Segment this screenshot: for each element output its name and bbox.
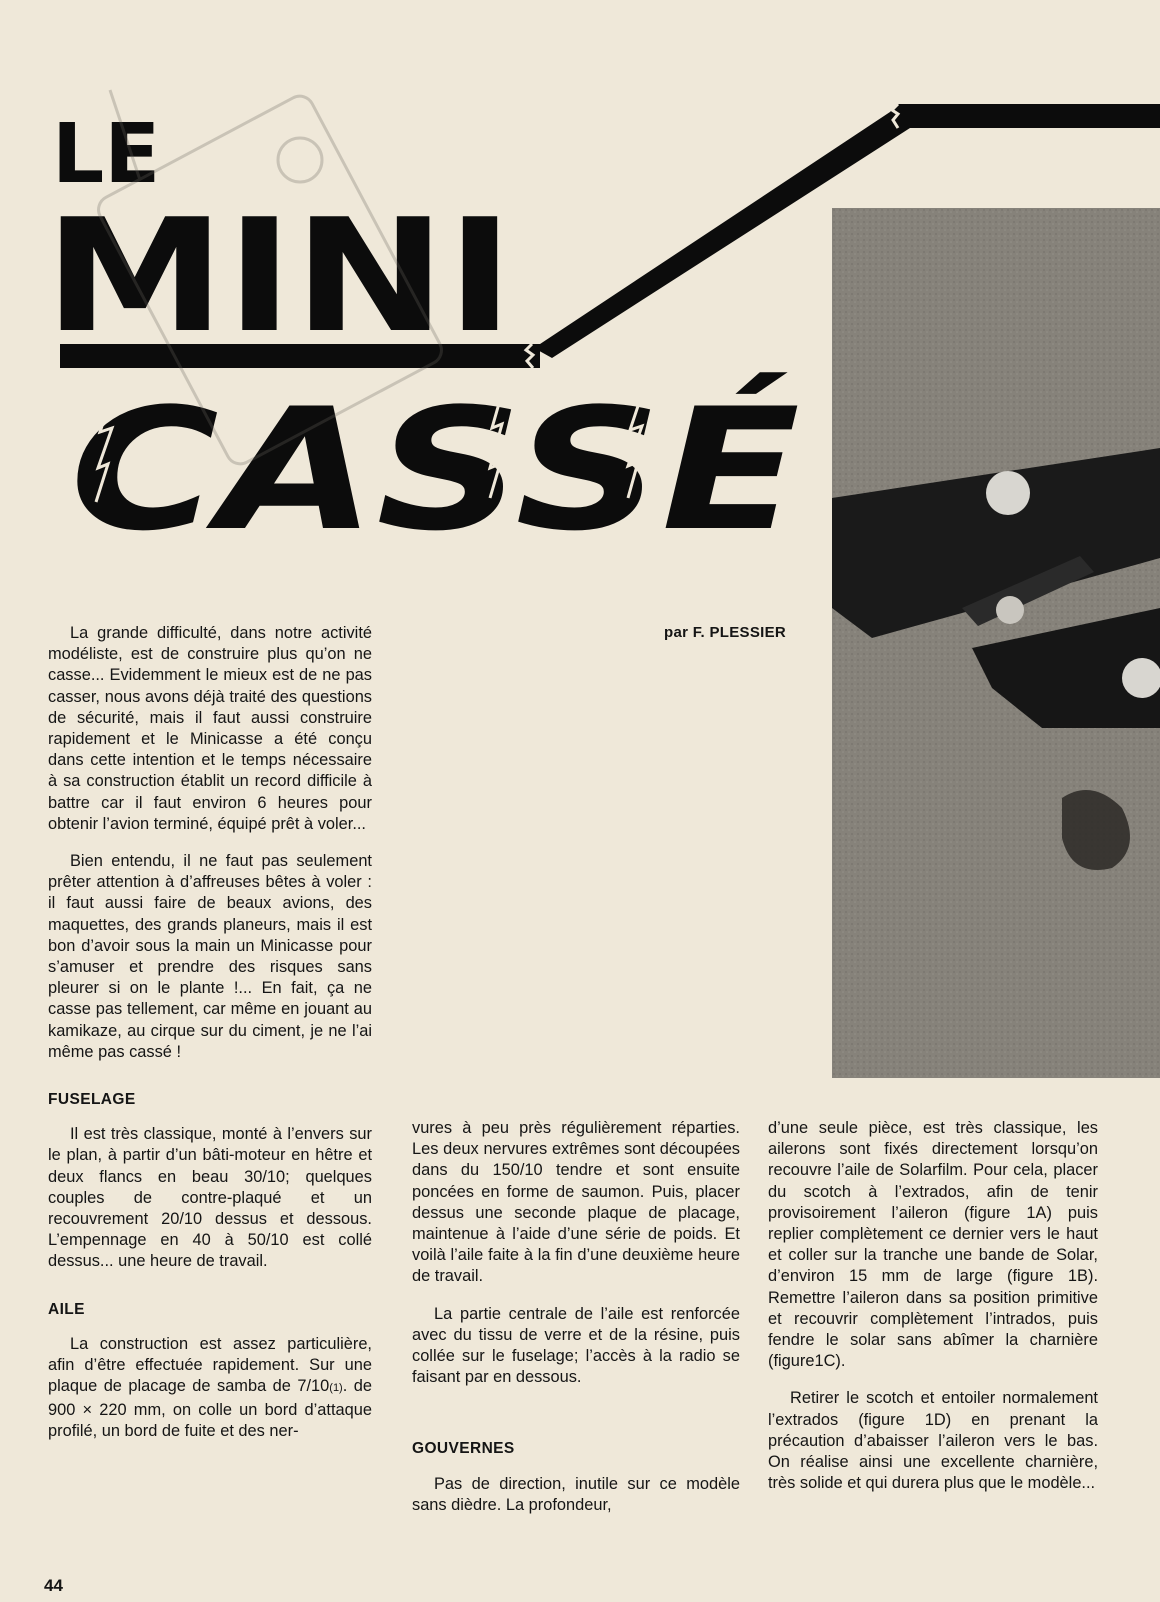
- col3-paragraph-1: d’une seule pièce, est très classique, les ailerons sont fixés directement lorsqu’on recouvre l’aile de Solarfilm. Pour cela, placer du scotch à l’extrados, afin de tenir provisoirement l’aileron (figure 1A) puis replier complètement ce dernier vers le haut et coller sur la tranche une bande de Solar, d’environ 15 mm de large (figure 1B). Remettre l’aileron dans sa position primitive et recouvrir complètement l’intrados, puis fendre le solar sans abîmer la charnière (figure1C).: [768, 1119, 1098, 1371]
- section-heading-fuselage: FUSELAGE: [48, 1091, 136, 1109]
- column-2: [412, 1118, 740, 1532]
- aircraft-photo-drawing: [832, 208, 1160, 1078]
- col2-paragraph-1: vures à peu près régulièrement réparties. Les deux nervures extrêmes sont découpées dans du 150/10 tendre et sont ensuite poncées en forme de saumon. Puis, placer dessus une seconde plaque de placage, maintenue à l’aide d’une série de poids. Et voilà l’aile faite à la fin d’une deuxième heure de travail.: [412, 1119, 740, 1286]
- section-heading-gouvernes: GOUVERNES: [412, 1440, 515, 1458]
- fuselage-paragraph: Il est très classique, monté à l’envers sur le plan, à partir d’un bâti-moteur en hêtre et deux flancs en beau 30/10; quelques couples de contre-plaqué et un recouvrement 20/10 dessus et dessous. L’empennage en 40 à 50/10 est collé dessus... une heure de travail.: [48, 1125, 372, 1271]
- footnote-ref: (1): [329, 1382, 343, 1395]
- title-line2: MINI: [44, 185, 514, 367]
- column-1: [48, 623, 372, 1458]
- title-line3: CASSÉ: [70, 372, 800, 560]
- col3-paragraph-2: Retirer le scotch et entoiler normalement l’extrados (figure 1D) en prenant la précaution d’abaisser l’aileron vers le bas. On réalise ainsi une excellente charnière, très solide et qui durera plus que le modèle...: [768, 1389, 1098, 1493]
- page-number: 44: [44, 1576, 63, 1595]
- col2-paragraph-2: La partie centrale de l’aile est renforcée avec du tissu de verre et de la résine, puis collée sur le fuselage; l’accès à la radio se faisant par en dessous.: [412, 1304, 740, 1387]
- aircraft-photo: [832, 208, 1160, 1078]
- column-3: [768, 1118, 1098, 1510]
- section-heading-aile: AILE: [48, 1300, 85, 1318]
- intro-paragraph-2: Bien entendu, il ne faut pas seulement prêter attention à d’affreuses bêtes à voler : il faut aussi faire de beaux avions, des maquettes, des grands planeurs, mais il est bon d’avoir sous la main un Minicasse pour s’amuser et prendre des risques sans pleurer si on le plante !... En fait, ça ne casse pas tellement, car même en jouant au kamikaze, au cirque sur du ciment, je ne l’ai même pas cassé !: [48, 852, 372, 1061]
- engine: [996, 596, 1024, 624]
- title-line1: LE: [52, 107, 161, 202]
- aile-paragraph: La construction est assez particulière, afin d’être effectuée rapidement. Sur une plaque de placage de samba de 7/10(1). de 900 × 220 mm, on colle un bord d’attaque profilé, un bord de fuite et des ner-: [48, 1334, 372, 1440]
- col2-paragraph-3: Pas de direction, inutile sur ce modèle sans dièdre. La profondeur,: [412, 1474, 740, 1514]
- byline: par F. PLESSIER: [664, 624, 787, 641]
- intro-paragraph-1: La grande difficulté, dans notre activité modéliste, est de construire plus qu’on ne casse... Evidemment le mieux est de ne pas casser, nous avons déjà traité des questions de sécurité, mais il faut aussi construire rapidement et le Minicasse a été conçu dans cette intention et le temps nécessaire à sa construction établit un record difficile à battre car il faut environ 6 heures pour obtenir l’avion terminé, équipé prêt à voler...: [48, 624, 372, 833]
- roundel-left: [986, 471, 1030, 515]
